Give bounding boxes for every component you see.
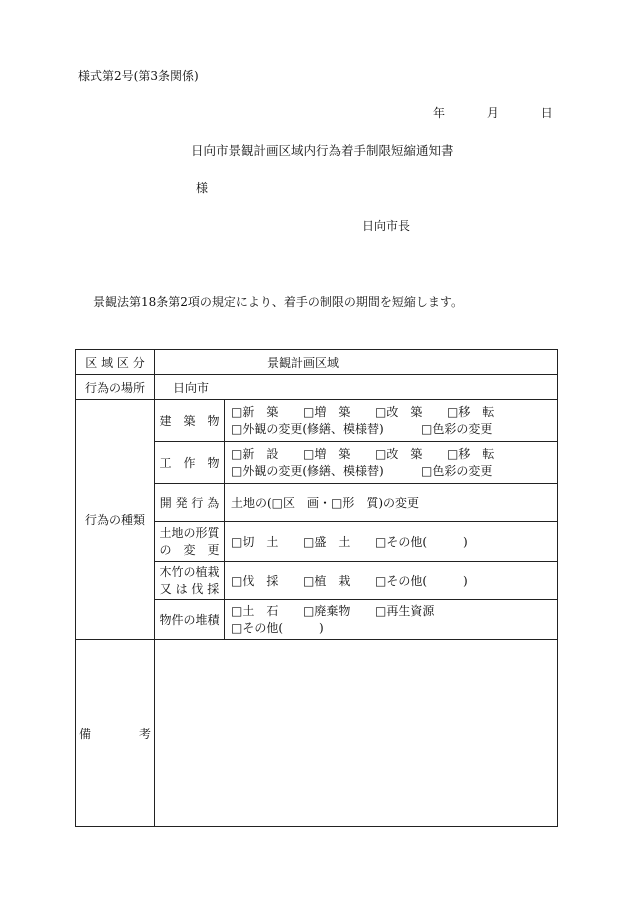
document-title: 日向市景観計画区域内行為着手制限短縮通知書 [191,143,454,158]
remarks-label: 備 考 [76,640,155,827]
sender: 日向市長 [362,219,411,233]
building-row [76,400,558,442]
location-row [76,375,558,400]
building-options [225,400,558,442]
notice-table [75,349,558,827]
checkbox-option[interactable]: □新 設 [231,447,279,462]
building-label: 建 築 物 [155,400,225,442]
date-year: 年 [433,106,446,120]
land-label-line2: の 変 更 [159,542,220,557]
land-label [155,522,225,562]
structure-label: 工 作 物 [155,442,225,484]
area-value: 景観計画区域 [155,350,558,375]
checkbox-option[interactable]: □色彩の変更 [421,421,493,436]
checkbox-option[interactable]: □移 転 [447,447,495,462]
checkbox-option[interactable]: □土 石 [231,604,279,619]
checkbox-option[interactable]: □外観の変更(修繕、模様替) [231,463,384,478]
checkbox-option[interactable]: □伐 採 [231,574,279,588]
date-day: 日 [540,106,553,120]
checkbox-option[interactable]: □その他( ) [375,535,468,549]
checkbox-option[interactable]: □色彩の変更 [421,463,493,478]
area-row [76,350,558,375]
checkbox-option[interactable]: □移 転 [447,405,495,420]
body-text: 景観法第18条第2項の規定により、着手の制限の期間を短縮します。 [93,295,463,309]
trees-options [225,562,558,600]
date-month: 月 [486,106,499,120]
checkbox-option[interactable]: □新 築 [231,405,279,420]
storage-label: 物件の堆積 [155,600,225,640]
trees-label-line2: 又 は 伐 採 [159,581,220,596]
checkbox-option[interactable]: □改 築 [375,447,423,462]
checkbox-option[interactable]: □再生資源 [375,604,435,619]
location-label: 行為の場所 [76,375,155,400]
structure-options [225,442,558,484]
checkbox-option[interactable]: □廃棄物 [303,604,351,619]
area-label: 区 域 区 分 [76,350,155,375]
date-line [433,107,553,119]
remarks-field[interactable] [155,640,558,827]
checkbox-option[interactable]: □切 土 [231,535,279,549]
remarks-row [76,640,558,827]
trees-label [155,562,225,600]
storage-options [225,600,558,640]
land-label-line1: 土地の形質 [159,526,220,541]
checkbox-option[interactable]: □外観の変更(修繕、模様替) [231,421,384,436]
checkbox-option[interactable]: □改 築 [375,405,423,420]
checkbox-option[interactable]: □増 築 [303,405,351,420]
development-options[interactable]: 土地の(□区 画・□形 質)の変更 [225,484,558,522]
checkbox-option[interactable]: □植 栽 [303,574,351,588]
form-number: 様式第2号(第3条関係) [78,69,199,83]
location-value: 日向市 [155,375,558,400]
development-label: 開 発 行 為 [155,484,225,522]
trees-label-line1: 木竹の植栽 [159,565,220,580]
checkbox-option[interactable]: □その他( ) [375,574,468,588]
land-options [225,522,558,562]
checkbox-option[interactable]: □その他( ) [231,620,324,635]
type-label: 行為の種類 [76,400,155,640]
addressee: 様 [196,181,209,195]
checkbox-option[interactable]: □増 築 [303,447,351,462]
checkbox-option[interactable]: □盛 土 [303,535,351,549]
